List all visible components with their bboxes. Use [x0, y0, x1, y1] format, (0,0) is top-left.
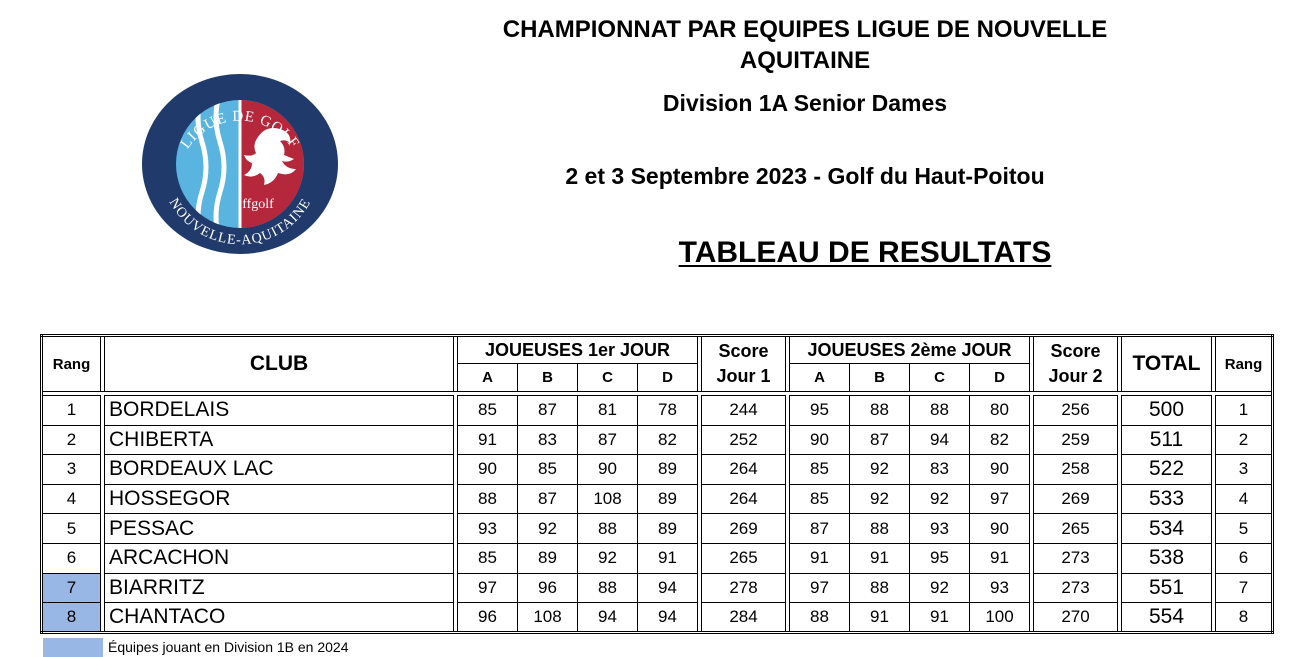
row-day2-c: 91: [910, 603, 970, 633]
row-day1-a: 96: [458, 603, 518, 633]
day1-score-header: Score Jour 1: [702, 336, 786, 392]
row-day2-a: 95: [790, 396, 850, 426]
row-day1-c: 108: [578, 484, 638, 514]
row-day1-a: 90: [458, 455, 518, 485]
row-day1-score: 284: [702, 603, 786, 633]
row-rank-right: 6: [1216, 543, 1273, 573]
row-day1-b: 87: [518, 484, 578, 514]
row-day1-d: 89: [638, 484, 698, 514]
row-day2-score: 273: [1034, 543, 1118, 573]
day1-player-d: D: [638, 364, 698, 392]
row-day2-c: 93: [910, 514, 970, 544]
row-total: 534: [1122, 514, 1212, 544]
row-club: ARCACHON: [105, 543, 454, 573]
row-day1-a: 85: [458, 396, 518, 426]
row-day1-c: 88: [578, 573, 638, 603]
day2-player-c: C: [910, 364, 970, 392]
row-day2-b: 88: [850, 514, 910, 544]
row-total: 551: [1122, 573, 1212, 603]
day1-player-a: A: [458, 364, 518, 392]
results-title: TABLEAU DE RESULTATS: [678, 236, 1052, 269]
row-day1-d: 82: [638, 425, 698, 455]
table-row: [42, 455, 1273, 485]
row-rank-right: 1: [1216, 396, 1273, 426]
day1-player-c: C: [578, 364, 638, 392]
club-header: CLUB: [105, 336, 454, 392]
row-day2-d: 97: [970, 484, 1030, 514]
row-day1-c: 92: [578, 543, 638, 573]
row-day2-d: 100: [970, 603, 1030, 633]
row-day2-a: 85: [790, 484, 850, 514]
row-day2-b: 92: [850, 455, 910, 485]
day2-score-header: Score Jour 2: [1034, 336, 1118, 392]
row-rank: 7: [42, 573, 101, 603]
row-total: 522: [1122, 455, 1212, 485]
row-day2-d: 80: [970, 396, 1030, 426]
row-day2-d: 90: [970, 455, 1030, 485]
row-day2-score: 256: [1034, 396, 1118, 426]
row-day1-b: 89: [518, 543, 578, 573]
row-day2-d: 93: [970, 573, 1030, 603]
legend-swatch: [43, 638, 103, 657]
row-rank-right: 2: [1216, 425, 1273, 455]
svg-text:NOUVELLE-AQUITAINE: NOUVELLE-AQUITAINE: [165, 195, 315, 249]
day2-players-header: JOUEUSES 2ème JOUR: [790, 336, 1030, 364]
row-day2-b: 88: [850, 573, 910, 603]
championship-title: CHAMPIONNAT PAR EQUIPES LIGUE DE NOUVELLE AQUITAINE: [502, 16, 1108, 74]
row-total: 554: [1122, 603, 1212, 633]
row-day1-a: 91: [458, 425, 518, 455]
row-day2-a: 90: [790, 425, 850, 455]
row-total: 533: [1122, 484, 1212, 514]
event-date-venue: 2 et 3 Septembre 2023 - Golf du Haut-Poitou: [565, 163, 1045, 189]
row-day1-d: 94: [638, 603, 698, 633]
day2-player-d: D: [970, 364, 1030, 392]
row-day2-score: 270: [1034, 603, 1118, 633]
row-day2-score: 273: [1034, 573, 1118, 603]
row-club: CHANTACO: [105, 603, 454, 633]
row-day1-score: 269: [702, 514, 786, 544]
row-day1-c: 81: [578, 396, 638, 426]
svg-text:LIGUE DE GOLF: LIGUE DE GOLF: [177, 108, 303, 152]
row-day2-b: 91: [850, 603, 910, 633]
row-day2-c: 94: [910, 425, 970, 455]
day2-player-b: B: [850, 364, 910, 392]
row-day2-c: 88: [910, 396, 970, 426]
row-rank: 5: [42, 514, 101, 544]
row-day1-b: 108: [518, 603, 578, 633]
row-day2-d: 90: [970, 514, 1030, 544]
row-rank-right: 8: [1216, 603, 1273, 633]
row-day2-d: 82: [970, 425, 1030, 455]
row-rank: 1: [42, 396, 101, 426]
row-day1-b: 87: [518, 396, 578, 426]
row-day2-a: 91: [790, 543, 850, 573]
day1-players-header: JOUEUSES 1er JOUR: [458, 336, 698, 364]
row-total: 538: [1122, 543, 1212, 573]
total-header: TOTAL: [1122, 336, 1212, 392]
row-club: BIARRITZ: [105, 573, 454, 603]
table-row: [42, 543, 1273, 573]
row-day2-c: 83: [910, 455, 970, 485]
rank-header: Rang: [42, 336, 101, 392]
row-day1-a: 97: [458, 573, 518, 603]
row-day2-b: 88: [850, 396, 910, 426]
row-day1-d: 91: [638, 543, 698, 573]
ligue-golf-logo: [140, 72, 340, 257]
row-rank-right: 7: [1216, 573, 1273, 603]
table-row: [42, 603, 1273, 633]
row-day2-score: 265: [1034, 514, 1118, 544]
row-day1-d: 94: [638, 573, 698, 603]
row-day1-a: 85: [458, 543, 518, 573]
row-rank: 4: [42, 484, 101, 514]
row-day1-b: 85: [518, 455, 578, 485]
row-club: BORDELAIS: [105, 396, 454, 426]
row-day1-b: 92: [518, 514, 578, 544]
row-day1-b: 83: [518, 425, 578, 455]
row-day1-c: 90: [578, 455, 638, 485]
row-day2-a: 87: [790, 514, 850, 544]
row-day1-score: 264: [702, 455, 786, 485]
row-rank-right: 5: [1216, 514, 1273, 544]
row-day2-c: 95: [910, 543, 970, 573]
row-total: 500: [1122, 396, 1212, 426]
row-club: CHIBERTA: [105, 425, 454, 455]
row-day2-a: 85: [790, 455, 850, 485]
legend-text: Équipes jouant en Division 1B en 2024: [108, 639, 349, 655]
row-day2-b: 92: [850, 484, 910, 514]
row-total: 511: [1122, 425, 1212, 455]
row-rank: 6: [42, 543, 101, 573]
row-day2-score: 258: [1034, 455, 1118, 485]
row-rank: 8: [42, 603, 101, 633]
row-day1-score: 244: [702, 396, 786, 426]
row-day1-c: 94: [578, 603, 638, 633]
table-row: [42, 425, 1273, 455]
table-row: [42, 573, 1273, 603]
table-row: [42, 396, 1273, 426]
row-day2-a: 88: [790, 603, 850, 633]
row-day2-b: 87: [850, 425, 910, 455]
row-day1-score: 264: [702, 484, 786, 514]
row-day2-a: 97: [790, 573, 850, 603]
row-day1-score: 265: [702, 543, 786, 573]
row-day1-d: 89: [638, 455, 698, 485]
row-day1-b: 96: [518, 573, 578, 603]
row-day2-score: 269: [1034, 484, 1118, 514]
row-day2-d: 91: [970, 543, 1030, 573]
day1-player-b: B: [518, 364, 578, 392]
row-rank-right: 3: [1216, 455, 1273, 485]
row-rank: 2: [42, 425, 101, 455]
rank-right-header: Rang: [1216, 336, 1273, 392]
row-day2-b: 91: [850, 543, 910, 573]
row-day1-c: 88: [578, 514, 638, 544]
row-day1-d: 89: [638, 514, 698, 544]
svg-text:ffgolf: ffgolf: [242, 197, 274, 212]
row-club: BORDEAUX LAC: [105, 455, 454, 485]
row-day1-score: 278: [702, 573, 786, 603]
row-day2-c: 92: [910, 573, 970, 603]
row-day1-c: 87: [578, 425, 638, 455]
row-rank-right: 4: [1216, 484, 1273, 514]
row-day2-score: 259: [1034, 425, 1118, 455]
row-day1-a: 93: [458, 514, 518, 544]
table-row: [42, 514, 1273, 544]
row-rank: 3: [42, 455, 101, 485]
row-day1-d: 78: [638, 396, 698, 426]
row-day1-a: 88: [458, 484, 518, 514]
results-table: [40, 334, 1274, 634]
row-club: HOSSEGOR: [105, 484, 454, 514]
table-row: [42, 484, 1273, 514]
row-day2-c: 92: [910, 484, 970, 514]
row-day1-score: 252: [702, 425, 786, 455]
division-title: Division 1A Senior Dames: [662, 90, 948, 116]
row-club: PESSAC: [105, 514, 454, 544]
day2-player-a: A: [790, 364, 850, 392]
